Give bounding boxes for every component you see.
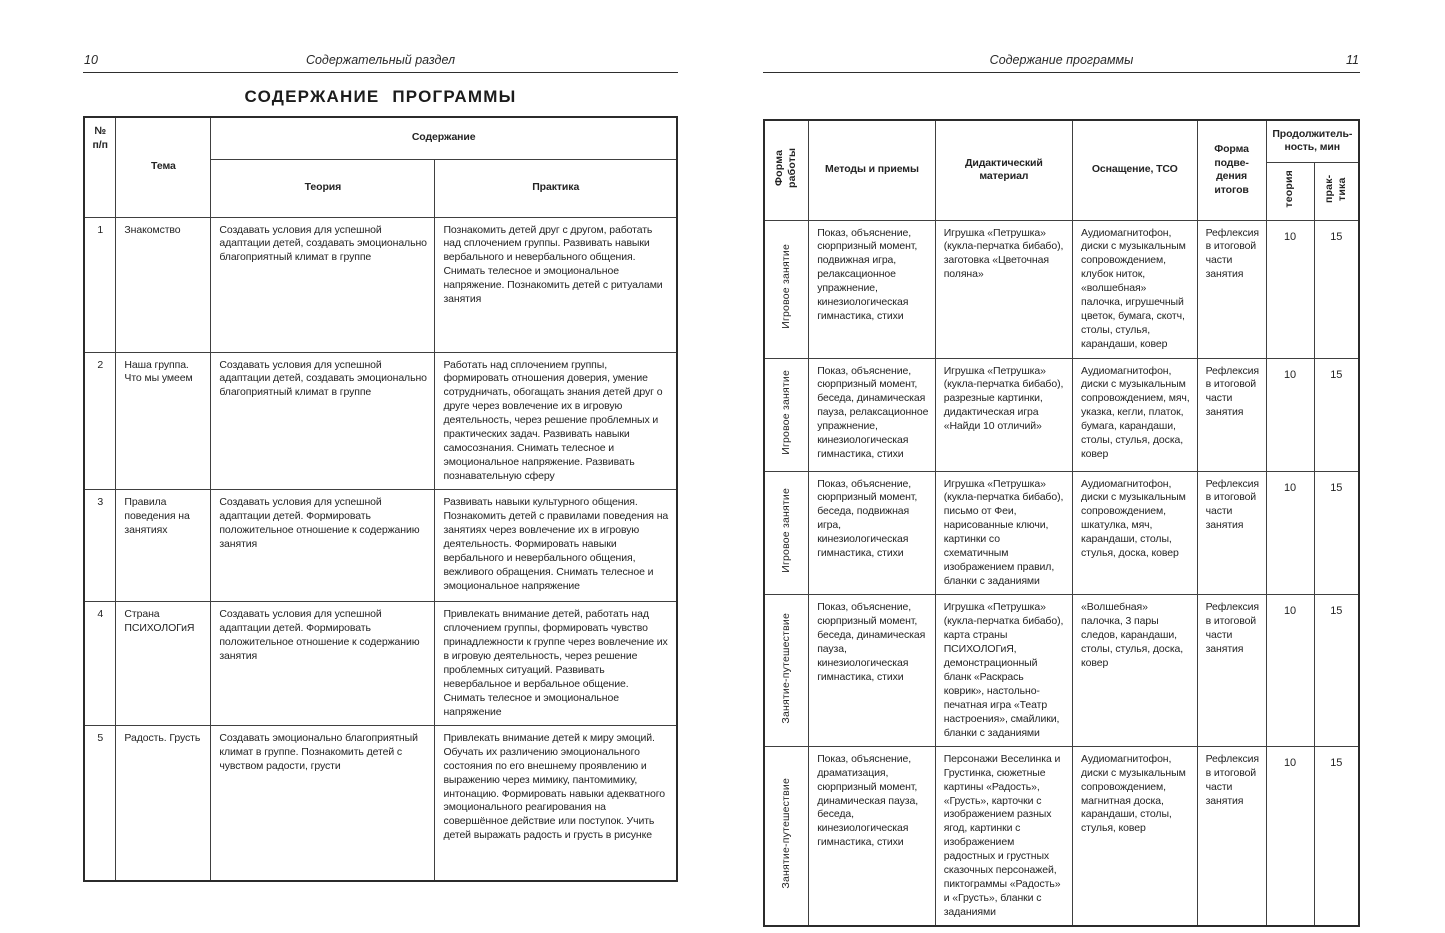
cell-row-number: 4 [84,602,116,726]
cell-didakt: Игрушка «Петрушка» (кукла-перчатка бибабо), разрезные картинки, дидактическая игра «Найди 10 отличий» [935,358,1072,471]
cell-praktika: Познакомить детей друг с другом, работать над сплочением группы. Развивать навыки вербального и невербального общения. Снимать телесное и эмоциональное напряжение. Познакомить детей с ритуалами занятия [435,217,677,352]
cell-tema: Наша группа. Что мы умеем [116,352,211,490]
cell-praktika-min: 15 [1314,358,1359,471]
cell-teoriya: Создавать условия для успешной адаптации детей, создавать эмоционально благоприятный климат в группе [211,217,435,352]
running-head: Содержательный раздел [305,53,456,67]
cell-metody: Показ, объяснение, сюрпризный момент, подвижная игра, релаксационное упражнение, кинезиологическая гимнастика, стихи [809,220,936,358]
cell-tema: Правила поведения на занятиях [116,490,211,602]
cell-teoriya: Создавать эмоционально благоприятный климат в группе. Познакомить детей с чувством радости, грусти [211,725,435,881]
page-number: 11 [1346,53,1359,67]
running-head: Содержание программы [989,53,1134,67]
table-row [764,358,1359,471]
cell-didakt: Игрушка «Петрушка» (кукла-перчатка бибабо), письмо от Феи, нарисованные ключи, картинки со схематичным изображением правил, бланки с заданиями [935,471,1072,595]
cell-forma-raboty [764,358,809,471]
cell-osnashchenie: Аудиомагнитофон, диски с музыкальным сопровождением, клубок ниток, «волшебная» палочка, игрушечный цветок, бумага, скотч, столы, стулья, карандаши, ковер [1073,220,1198,358]
cell-praktika-min: 15 [1314,595,1359,747]
cell-forma-raboty [764,471,809,595]
table-row [84,352,677,490]
cell-forma-raboty [764,746,809,926]
cell-row-number: 1 [84,217,116,352]
section-title: СОДЕРЖАНИЕ ПРОГРАММЫ [244,87,517,106]
cell-osnashchenie: Аудиомагнитофон, диски с музыкальным сопровождением, мяч, указка, кегли, платок, бумага, карандаши, столы, стулья, доска, ковер [1073,358,1198,471]
header-prodolzhitelnost: Продолжитель-ность, мин [1266,120,1359,162]
cell-metody: Показ, объяснение, сюрпризный момент, беседа, подвижная игра, кинезиологическая гимнастика, стихи [809,471,936,595]
header-tema: Тема [116,117,211,217]
cell-itogi: Рефлексия в итоговой части занятия [1197,471,1266,595]
vertical-label: прак-тика [1323,174,1349,203]
cell-praktika: Привлекать внимание детей к миру эмоций. Обучать их различению эмоционального состояния по его внешнему проявлению и выражению через мимику, пантомимику, интонацию. Формировать навыки адекватного эмоционального реагирования на совершённое действие или поступок. Учить детей выражать радость и грусть в рисунке [435,725,677,881]
table-row [764,471,1359,595]
header-forma-podvedeniya-itogov: Форма подве-дения итогов [1197,120,1266,220]
cell-teoriya-min: 10 [1266,595,1314,747]
vertical-label: Игровое занятие [779,487,792,573]
cell-praktika: Привлекать внимание детей, работать над сплочением группы, формировать чувство принадлежности к группе через вовлечение их в игровую деятельность, через решение проблемных ситуаций. Развивать невербальное и вербальное общение. Снимать телесное и эмоциональное напряжение [435,602,677,726]
header-row [84,117,677,159]
header-teoriya: Теория [211,159,435,217]
cell-itogi: Рефлексия в итоговой части занятия [1197,220,1266,358]
cell-didakt: Игрушка «Петрушка» (кукла-перчатка бибабо), заготовка «Цветочная поляна» [935,220,1072,358]
table-row [84,725,677,881]
cell-teoriya-min: 10 [1266,220,1314,358]
cell-tema: Радость. Грусть [116,725,211,881]
cell-teoriya-min: 10 [1266,358,1314,471]
cell-metody: Показ, объяснение, драматизация, сюрпризный момент, динамическая пауза, беседа, кинезиологическая гимнастика, стихи [809,746,936,926]
table-row [84,217,677,352]
cell-teoriya: Создавать условия для успешной адаптации детей, создавать эмоционально благоприятный климат в группе [211,352,435,490]
vertical-label: Игровое занятие [779,369,792,455]
header-praktika-min [1314,162,1359,220]
cell-metody: Показ, объяснение, сюрпризный момент, беседа, динамическая пауза, кинезиологическая гимнастика, стихи [809,595,936,747]
header-row [764,120,1359,162]
vertical-label: Форма работы [773,147,799,189]
cell-tema: Страна ПСИХОЛОГиЯ [116,602,211,726]
header-osnashchenie-tso: Оснащение, ТСО [1073,120,1198,220]
cell-praktika-min: 15 [1314,220,1359,358]
table-row [764,595,1359,747]
cell-teoriya: Создавать условия для успешной адаптации детей. Формировать положительное отношение к содержанию занятия [211,602,435,726]
cell-teoriya-min: 10 [1266,471,1314,595]
cell-itogi: Рефлексия в итоговой части занятия [1197,358,1266,471]
cell-itogi: Рефлексия в итоговой части занятия [1197,746,1266,926]
page-left [83,50,678,882]
header-forma-raboty [764,120,809,220]
table-row [84,490,677,602]
vertical-label: теория [1283,169,1296,208]
cell-osnashchenie: Аудиомагнитофон, диски с музыкальным сопровождением, магнитная доска, карандаши, столы, стулья, ковер [1073,746,1198,926]
table-row [764,746,1359,926]
cell-tema: Знакомство [116,217,211,352]
vertical-label: Игровое занятие [779,244,792,329]
cell-itogi: Рефлексия в итоговой части занятия [1197,595,1266,747]
vertical-label: Занятие-путешествие [779,612,792,724]
cell-forma-raboty [764,595,809,747]
page-header-left [83,50,678,73]
header-praktika: Практика [435,159,677,217]
cell-praktika-min: 15 [1314,746,1359,926]
cell-row-number: 2 [84,352,116,490]
header-metody: Методы и приемы [809,120,936,220]
page-right [763,50,1360,927]
header-teoriya-min [1266,162,1314,220]
cell-praktika: Развивать навыки культурного общения. Познакомить детей с правилами поведения на занятиях через вовлечение их в игровую деятельность. Формировать навыки вербального и невербального общения, вежливого обращения. Снимать телесное и эмоциональное напряжение [435,490,677,602]
cell-osnashchenie: «Волшебная» палочка, 3 пары следов, карандаши, столы, стулья, доска, ковер [1073,595,1198,747]
header-num: № п/п [84,117,116,217]
vertical-label: Занятие-путешествие [779,778,792,889]
table-row [764,220,1359,358]
cell-praktika-min: 15 [1314,471,1359,595]
header-didakticheskiy-material: Дидактический материал [935,120,1072,220]
cell-didakt: Персонажи Веселинка и Грустинка, сюжетные картины «Радость», «Грусть», карточки с изображением разных ягод, картинки с изображением радостных и грустных сказочных персонажей, пиктограммы «Радость» и «Грусть», бланки с заданиями [935,746,1072,926]
cell-teoriya: Создавать условия для успешной адаптации детей. Формировать положительное отношение к содержанию занятия [211,490,435,602]
cell-osnashchenie: Аудиомагнитофон, диски с музыкальным сопровождением, шкатулка, мяч, карандаши, столы, стулья, доска, ковер [1073,471,1198,595]
cell-forma-raboty [764,220,809,358]
header-soderzhanie: Содержание [211,117,677,159]
page-number: 10 [84,53,98,67]
content-table-right [763,119,1360,927]
cell-row-number: 5 [84,725,116,881]
cell-didakt: Игрушка «Петрушка» (кукла-перчатка бибабо), карта страны ПСИХОЛОГиЯ, демонстрационный бланк «Раскрась коврик», настольно-печатная игра «Театр настроения», смайлики, бланки с заданиями [935,595,1072,747]
page-header-right [763,50,1360,73]
cell-row-number: 3 [84,490,116,602]
content-table-left [83,116,678,882]
cell-metody: Показ, объяснение, сюрпризный момент, беседа, динамическая пауза, релаксационное упражнение, кинезиологическая гимнастика, стихи [809,358,936,471]
cell-teoriya-min: 10 [1266,746,1314,926]
table-row [84,602,677,726]
cell-praktika: Работать над сплочением группы, формировать отношения доверия, умение сотрудничать, обогащать знания детей друг о друге через вовлечение их в игровую деятельность, через решение проблемных и практических задач. Развивать навыки самосознания. Снимать телесное и эмоциональное напряжение. Развивать познавательную сферу [435,352,677,490]
